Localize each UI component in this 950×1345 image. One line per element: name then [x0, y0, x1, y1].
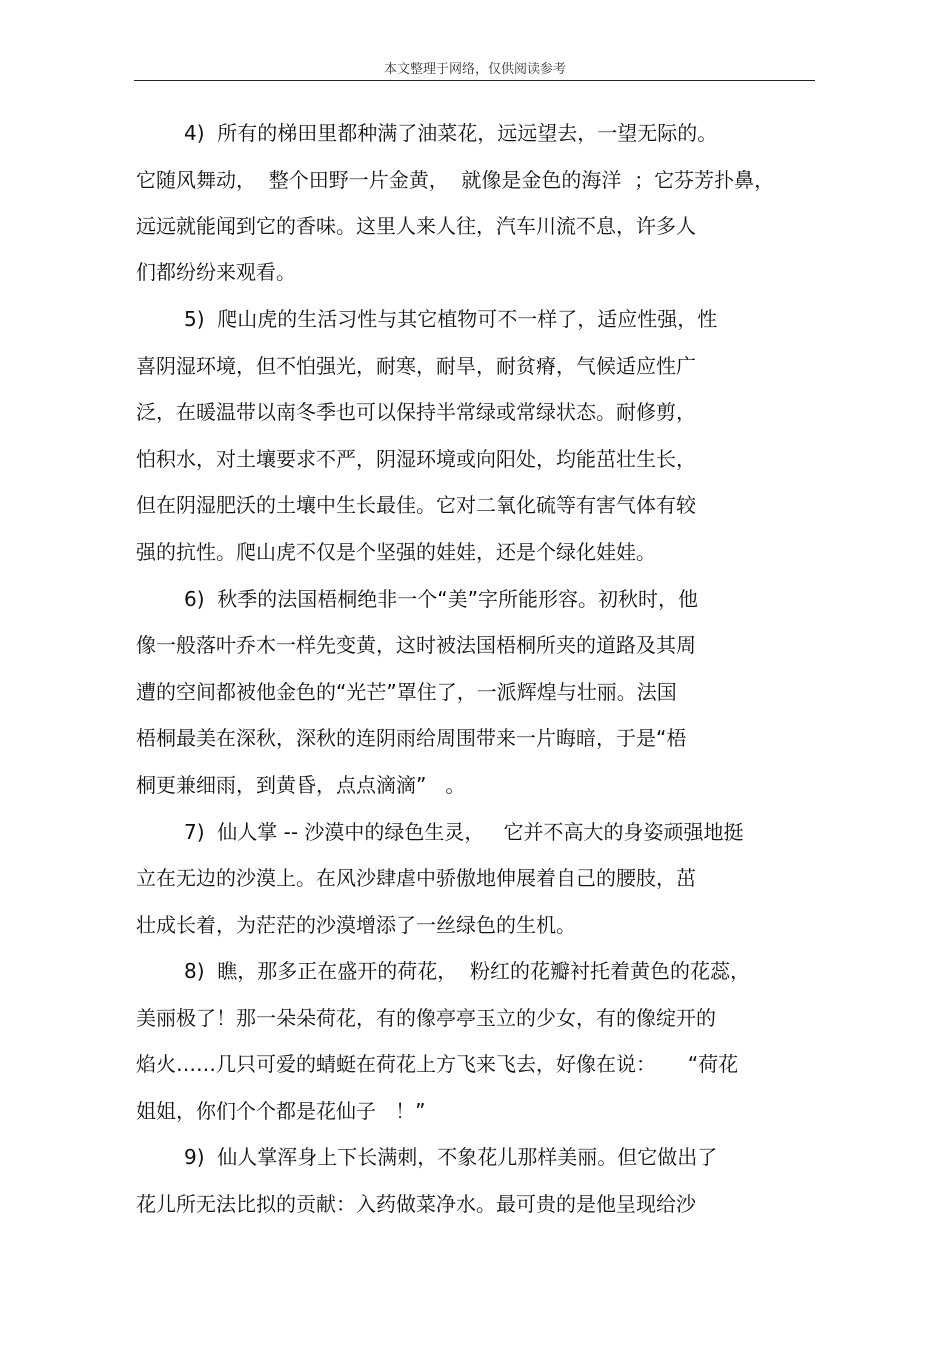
- text-line: 们都纷纷来观看。: [136, 260, 296, 284]
- text-line: 8) 瞧，那多正在盛开的荷花， 粉红的花瓣衬托着黄色的花蕊，: [184, 959, 750, 983]
- text-line: 怕积水，对土壤要求不严，阴湿环境或向阳处，均能茁壮生长，: [136, 447, 696, 471]
- text-line: 美丽极了！那一朵朵荷花，有的像亭亭玉立的少女，有的像绽开的: [136, 1006, 716, 1030]
- text-line: 壮成长着，为茫茫的沙漠增添了一丝绿色的生机。: [136, 913, 576, 937]
- text-line: 梧桐最美在深秋，深秋的连阴雨给周围带来一片晦暗，于是“梧: [136, 726, 687, 750]
- text-line: 强的抗性。爬山虎不仅是个坚强的娃娃，还是个绿化娃娃。: [136, 540, 656, 564]
- text-line: 遭的空间都被他金色的“光芒”罩住了，一派辉煌与壮丽。法国: [136, 680, 677, 704]
- text-line: 花儿所无法比拟的贡献：入药做菜净水。最可贵的是他呈现给沙: [136, 1192, 696, 1216]
- text-line: 立在无边的沙漠上。在风沙肆虐中骄傲地伸展着自己的腰肢，茁: [136, 866, 696, 890]
- text-line: 桐更兼细雨，到黄昏，点点滴滴” 。: [136, 773, 466, 797]
- text-line: 泛，在暖温带以南冬季也可以保持半常绿或常绿状态。耐修剪，: [136, 400, 696, 424]
- text-line: 4) 所有的梯田里都种满了油菜花，远远望去，一望无际的。: [184, 121, 718, 145]
- page-header: 本文整理于网络，仅供阅读参考: [383, 62, 566, 77]
- text-line: 焰火……几只可爱的蜻蜓在荷花上方飞来飞去，好像在说： “荷花: [136, 1052, 739, 1076]
- text-line: 姐姐，你们个个都是花仙子 ！”: [136, 1099, 426, 1123]
- text-line: 远远就能闻到它的香味。这里人来人往，汽车川流不息，许多人: [136, 214, 696, 238]
- text-line: 但在阴湿肥沃的土壤中生长最佳。它对二氧化硫等有害气体有较: [136, 493, 696, 517]
- text-line: 5) 爬山虎的生活习性与其它植物可不一样了，适应性强，性: [184, 307, 718, 331]
- text-line: 像一般落叶乔木一样先变黄，这时被法国梧桐所夹的道路及其周: [136, 633, 696, 657]
- text-line: 喜阴湿环境，但不怕强光，耐寒，耐旱，耐贫瘠，气候适应性广: [136, 354, 696, 378]
- text-line: 9) 仙人掌浑身上下长满刺，不象花儿那样美丽。但它做出了: [184, 1145, 718, 1169]
- text-line: 7) 仙人掌 -- 沙漠中的绿色生灵， 它并不高大的身姿顽强地挺: [184, 820, 744, 844]
- text-line: 6) 秋季的法国梧桐绝非一个“美”字所能形容。初秋时，他: [184, 587, 698, 611]
- text-line: 它随风舞动， 整个田野一片金黄， 就像是金色的海洋 ；它芬芳扑鼻，: [136, 168, 775, 192]
- header-divider: [134, 80, 815, 81]
